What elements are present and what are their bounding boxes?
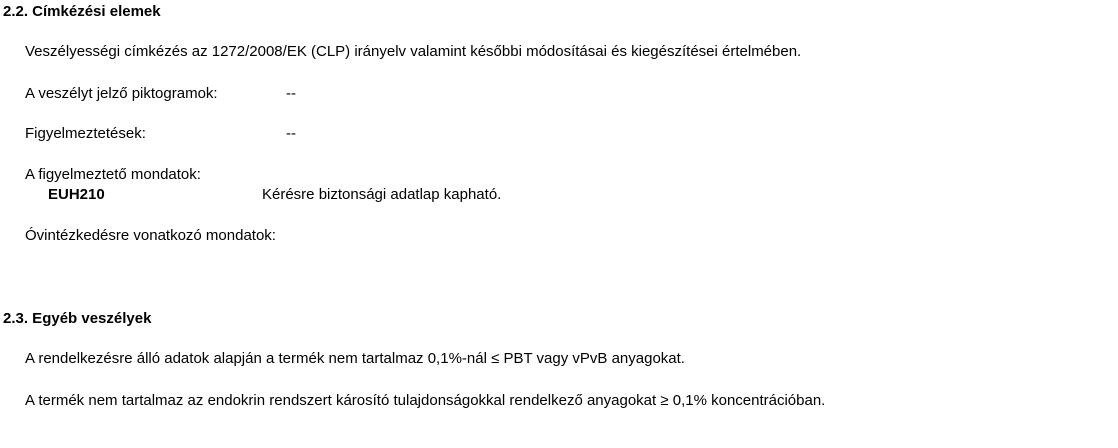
signal-words-value: -- <box>286 125 296 142</box>
precautionary-statements-label: Óvintézkedésre vonatkozó mondatok: <box>25 227 276 244</box>
clp-intro-text: Veszélyességi címkézés az 1272/2008/EK (CLP) irányelv valamint későbbi módosításai és kiegészítései értelmében. <box>25 43 802 60</box>
section-heading-2-2: 2.2. Címkézési elemek <box>3 3 161 20</box>
pbt-vpvb-paragraph: A rendelkezésre álló adatok alapján a termék nem tartalmaz 0,1%-nál ≤ PBT vagy vPvB anyagokat. <box>25 350 685 367</box>
endocrine-paragraph: A termék nem tartalmaz az endokrin rendszert károsító tulajdonságokkal rendelkező anyagokat ≥ 0,1% koncentrációban. <box>25 392 826 409</box>
hazard-statements-label: A figyelmeztető mondatok: <box>25 166 201 183</box>
signal-words-label: Figyelmeztetések: <box>25 125 146 142</box>
pictograms-value: -- <box>286 85 296 102</box>
hazard-statement-code: EUH210 <box>48 186 105 203</box>
section-heading-2-3: 2.3. Egyéb veszélyek <box>3 310 152 327</box>
pictograms-label: A veszélyt jelző piktogramok: <box>25 85 218 102</box>
hazard-statement-text: Kérésre biztonsági adatlap kapható. <box>262 186 502 203</box>
